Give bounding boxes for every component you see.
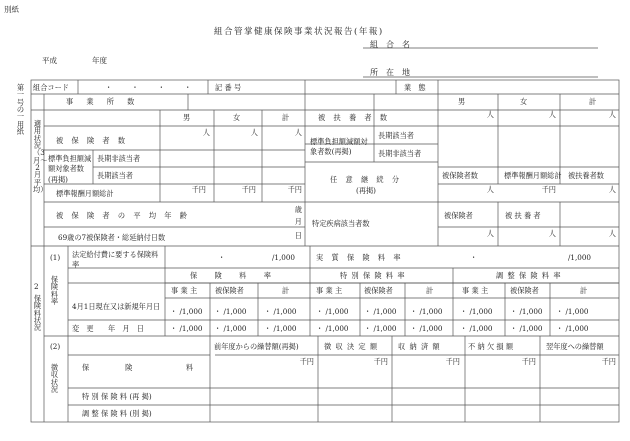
total-h1: 計	[282, 286, 290, 295]
hihokensha-su-header: 被保険者数	[442, 171, 478, 180]
tokubetsu-label: 特 別 保 険 料 (再 掲)	[82, 392, 152, 401]
rate-cell[interactable]: ・ /1,000	[556, 307, 589, 316]
hifuyo2-label: 被 扶 養 者	[505, 211, 541, 220]
henko-label: 変 更 年 月 日	[72, 324, 144, 333]
hyojun-gengaku-label-r: 標準負担額減額対象者数(再掲)	[310, 137, 368, 157]
unit-nin: 人	[608, 185, 616, 194]
rate-cell[interactable]: ・ /1,000	[460, 324, 493, 333]
unit-senen: 千円	[287, 185, 302, 194]
unit-nin: 人	[608, 110, 616, 119]
rate-cell[interactable]: ・ /1,000	[170, 324, 203, 333]
rate-cell[interactable]: ・ /1,000	[510, 307, 543, 316]
choki-gai-r: 長期該当者	[378, 131, 414, 140]
apr1-label: 4月1日現在又は新規年月日	[72, 302, 161, 311]
unit-nin: 人	[294, 128, 302, 137]
hihokensha2-label: 被保険者	[444, 211, 473, 220]
rate-cell[interactable]: ・ /1,000	[364, 324, 397, 333]
rate-cell[interactable]: ・ /1,000	[316, 307, 349, 316]
rate-cell[interactable]: ・ /1,000	[410, 324, 443, 333]
section1-label: 適用状況（3月〜2月平均）	[33, 119, 48, 195]
total-header: 計	[282, 113, 290, 122]
saikei-label: (再掲)	[356, 186, 376, 195]
rate-cell[interactable]: ・ /1,000	[316, 324, 349, 333]
choshu-vertical: 徴収状況	[50, 363, 59, 395]
unit-sai: 歳	[294, 205, 302, 214]
fiscal-year-label: 年度	[92, 56, 107, 65]
address-label: 所 在 地	[370, 68, 410, 77]
jisshitsu-per1000: /1,000	[568, 253, 591, 262]
unit-senen: 千円	[521, 357, 536, 366]
unit-nin: 人	[548, 229, 556, 238]
rate-cell[interactable]: ・ /1,000	[214, 324, 247, 333]
female-header-r: 女	[520, 97, 528, 106]
chosei-header: 調 整 保 険 料 率	[496, 271, 562, 280]
unit-nin: 人	[486, 229, 494, 238]
jigyonushi-h1: 事 業 主	[171, 286, 198, 295]
unit-senen: 千円	[445, 357, 460, 366]
hotei-per1000: /1,000	[272, 253, 295, 262]
rate-cell[interactable]: ・ /1,000	[264, 307, 297, 316]
hokenryoritsu-vertical: 保険料率	[50, 275, 59, 307]
hihokensha-label: 被 保 険 者 数	[56, 136, 129, 145]
unit-nin: 人	[486, 185, 494, 194]
kigo-label: 記 番 号	[215, 83, 242, 92]
rate-cell[interactable]: ・ /1,000	[364, 307, 397, 316]
union-code-dots[interactable]: ・ ・ ・ ・	[105, 83, 198, 92]
unit-nin: 人	[202, 128, 210, 137]
unit-nin: 人	[608, 229, 616, 238]
union-name-label: 組 合 名	[370, 40, 410, 49]
unit-senen: 千円	[241, 185, 256, 194]
unit-senen: 千円	[191, 185, 206, 194]
section2-number: 2	[34, 282, 39, 291]
chosei-label: 調 整 保 険 料 (別 掲)	[82, 409, 152, 418]
item1-label: (1)	[50, 253, 61, 262]
rate-cell[interactable]: ・ /1,000	[170, 307, 203, 316]
unit-senen: 千円	[601, 357, 616, 366]
ninni-label: 任 意 継 続 分	[330, 175, 403, 184]
hotei-label: 法定給付費に要する保険料率	[72, 250, 159, 269]
hyojun-so-header: 標準報酬月額総計	[504, 171, 562, 180]
total-h3: 計	[580, 286, 588, 295]
hihokensha-h3: 被保険者	[510, 286, 539, 295]
choki-gai-label: 長期該当者	[97, 171, 133, 180]
rate-cell[interactable]: ・ /1,000	[460, 307, 493, 316]
hihokensha-h2: 被保険者	[364, 286, 393, 295]
hokenryo-label2: 料	[186, 363, 194, 372]
hifuyo-su-header: 被扶養者数	[568, 171, 604, 180]
form-number: 第一号の一用紙	[16, 83, 25, 137]
total-h2: 計	[426, 286, 434, 295]
jigyonushi-h3: 事 業 主	[462, 286, 489, 295]
unit-nin: 人	[548, 110, 556, 119]
unit-senen: 千円	[299, 357, 314, 366]
gyotai-label: 業 態	[404, 83, 426, 92]
item2-label: (2)	[50, 342, 61, 351]
female-header: 女	[233, 113, 241, 122]
funo-kesson-header: 不 納 欠 損 額	[468, 342, 514, 351]
betsu-label: 別紙	[4, 5, 19, 14]
choki-hi-label: 長期非該当者	[97, 154, 141, 163]
total-header-r: 計	[589, 97, 597, 106]
zennendo-header: 前年度からの繰替額(再掲)	[214, 342, 299, 351]
male-header: 男	[183, 113, 191, 122]
jisshitsu-label: 実 質 保 険 料 率	[316, 253, 404, 262]
jigyosho-label: 事 業 所 数	[66, 97, 138, 106]
yokunendo-header: 翌年度への繰替額	[546, 342, 604, 351]
unit-senen: 千円	[373, 357, 388, 366]
hifuyo-label: 被 扶 養 者 数	[318, 113, 391, 122]
shuno-zumi-header: 収 納 済 額	[398, 342, 441, 351]
heikin-nenrei-label: 被 保 険 者 の 平 均 年 齢	[56, 211, 190, 220]
hyojun-gengaku-label: 標準負担額減額対象者数(再掲)	[48, 154, 92, 184]
rate-cell[interactable]: ・ /1,000	[214, 307, 247, 316]
rate-cell[interactable]: ・ /1,000	[410, 307, 443, 316]
rate-cell[interactable]: ・ /1,000	[510, 324, 543, 333]
jisshitsu-dot: ・	[470, 253, 478, 262]
hyojun-hoshu-label: 標準報酬月額総計	[56, 189, 114, 198]
choki-hi-r: 長期非該当者	[378, 149, 422, 158]
unit-tsuki: 月	[294, 217, 302, 226]
hihokensha-h1: 被保険者	[215, 286, 244, 295]
unit-nichi: 日	[294, 231, 302, 240]
union-code-label: 組合コード	[33, 83, 69, 92]
era-label: 平成	[42, 56, 57, 65]
male-header-r: 男	[458, 97, 466, 106]
hokenryoritsu-header: 保 険 料 率	[190, 271, 272, 280]
unit-senen: 千円	[541, 185, 556, 194]
unit-nin: 人	[250, 128, 258, 137]
age69-label: 69歳の7被保険者・総延納付日数	[58, 233, 166, 242]
hokenryo-label: 保 険	[82, 363, 133, 372]
tokubetsu-header: 特 別 保 険 料 率	[340, 271, 406, 280]
section2-label: 保険料状況	[33, 294, 42, 333]
tokutei-label: 特定疾病該当者数	[312, 219, 370, 228]
unit-nin: 人	[486, 110, 494, 119]
jigyonushi-h2: 事 業 主	[316, 286, 343, 295]
rate-cell[interactable]: ・ /1,000	[264, 324, 297, 333]
form-title: 組合管掌健康保険事業状況報告(年報)	[214, 27, 384, 37]
hotei-dot: ・	[218, 253, 226, 262]
choshu-kettei-header: 徴 収 決 定 額	[324, 342, 379, 351]
rate-cell[interactable]: ・ /1,000	[556, 324, 589, 333]
